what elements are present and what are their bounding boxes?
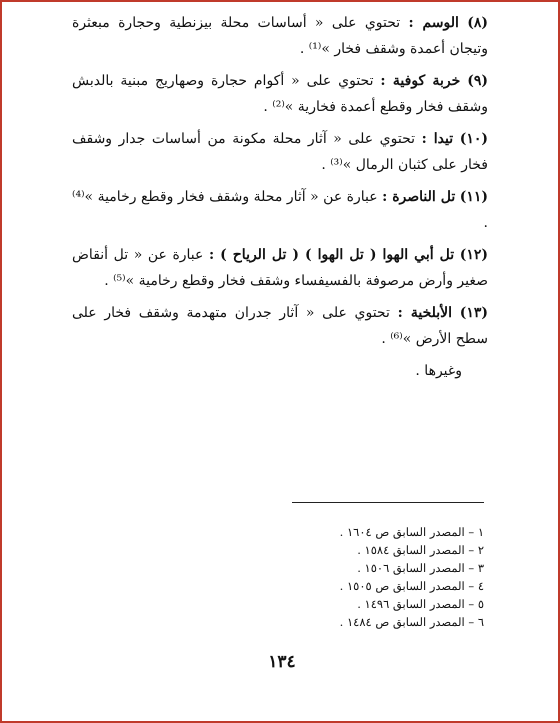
footnotes — [292, 523, 484, 631]
site-name: الأبلخية : — [397, 305, 453, 321]
entry-text: تحتوي على « أكوام حجارة وصهاريج مبنية بالدبش وشقف فخار وقطع أعمدة فخارية »⁽²⁾ . — [72, 73, 488, 115]
footnote-5: ٥ – المصدر السابق ١٤٩٦ . — [357, 597, 484, 611]
entry-number: (٩) — [467, 73, 489, 89]
entry-number: (٨) — [467, 15, 489, 31]
entry-text: تحتوي على « أساسات محلة بيزنطية وحجارة مبعثرة وتيجان أعمدة وشقف فخار »⁽¹⁾ . — [72, 15, 488, 57]
site-name: تل الناصرة : — [382, 189, 456, 205]
entry-text: تحتوي على « آثار جدران متهدمة وشقف فخار على سطح الأرض »⁽⁶⁾ . — [72, 305, 488, 347]
entry-number: (١١) — [459, 189, 489, 205]
site-name: تيدا : — [421, 131, 454, 147]
page-number: ١٣٤ — [268, 652, 296, 672]
entry-10 — [72, 126, 488, 178]
entry-number: (١٠) — [459, 131, 488, 147]
footnote-3: ٣ – المصدر السابق ١٥٠٦ . — [357, 561, 484, 575]
entry-number: (١٢) — [459, 247, 488, 263]
site-name: تل أبي الهوا ( تل الهوا ) ( تل الرياح ) : — [208, 247, 455, 263]
entry-12 — [72, 242, 488, 294]
entry-13 — [72, 300, 488, 352]
site-name: الوسم : — [408, 15, 459, 31]
footnote-1: ١ – المصدر السابق ص ١٦٠٤ . — [339, 525, 484, 539]
page-body — [72, 10, 488, 384]
entry-9 — [72, 68, 488, 120]
closing-text: وغيرها . — [415, 363, 462, 379]
entry-11 — [72, 184, 488, 236]
entry-text: عبارة عن « آثار محلة وشقف فخار وقطع رخامية »⁽⁴⁾ . — [72, 189, 488, 231]
entry-8 — [72, 10, 488, 62]
entry-text: تحتوي على « آثار محلة مكونة من أساسات جدار وشقف فخار على كثبان الرمال »⁽³⁾ . — [72, 131, 488, 173]
entry-text: عبارة عن « تل أنقاض صغير وأرض مرصوفة بالفسيفساء وشقف فخار وقطع رخامية »⁽⁵⁾ . — [72, 247, 488, 289]
footnote-4: ٤ – المصدر السابق ص ١٥٠٥ . — [339, 579, 484, 593]
site-name: خربة كوفية : — [380, 73, 461, 89]
footnote-divider — [292, 502, 484, 503]
footnote-2: ٢ – المصدر السابق ١٥٨٤ . — [357, 543, 484, 557]
footnote-6: ٦ – المصدر السابق ص ١٤٨٤ . — [339, 615, 484, 629]
entry-number: (١٣) — [459, 305, 489, 321]
